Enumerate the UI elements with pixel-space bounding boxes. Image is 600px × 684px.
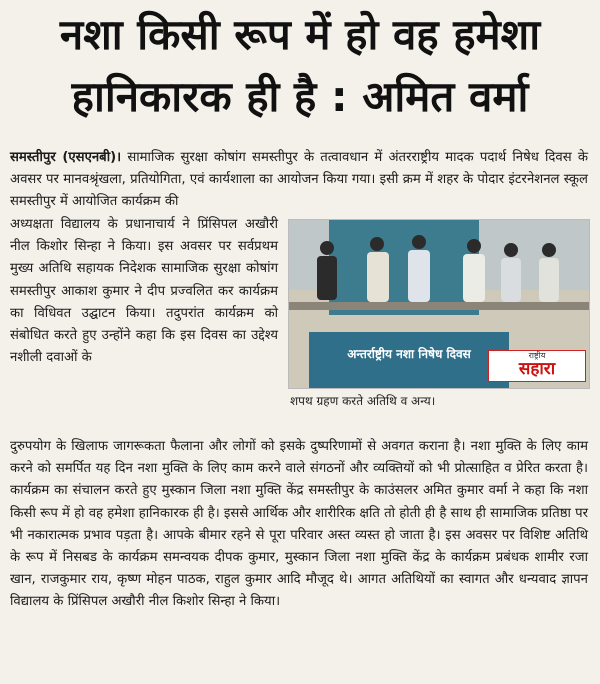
article-intro [10,147,588,214]
article-continuation: दुरुपयोग के खिलाफ जागरूकता फैलाना और लोगों को इसके दुष्परिणामों से अवगत कराना है। नशा मुक्ति के लिए काम करने को समर्पित यह दिन नशा मुक्ति के लिए काम करने वाले संगठनों और व्यक्तियों को भी प्रोत्साहित व प्रेरित करता है। कार्यक्रम का संचालन करते हुए मुस्कान जिला नशा मुक्ति केंद्र समस्तीपुर के काउंसलर अमित कुमार वर्मा ने कहा कि नशा किसी रूप में हो वह हमेशा हानिकारक ही है। इससे आर्थिक और शारीरिक क्षति तो होती ही है साथ ही सामाजिक प्रतिष्ठा पर भी नकारात्मक प्रभाव पड़ता है। आपके बीमार रहने से पूरा परिवार अस्त व्यस्त हो जाता है। इस अवसर पर विशिष्ट अतिथि के रूप में निसबड के कार्यक्रम समन्वयक दीपक कुमार, मुस्कान जिला नशा मुक्ति केंद्र के कार्यक्रम प्रबंधक शामीर रजा खान, राजकुमार राय, कृष्ण मोहन पाठक, राहुल कुमार आदि मौजूद थे। आगत अतिथियों का स्वागत और धन्यवाद ज्ञापन विद्यालय के प्रिंसिपल अखौरी नील किशोर सिन्हा ने किया। [10,439,588,610]
intro-text: सामाजिक सुरक्षा कोषांग समस्तीपुर के तत्वावधान में अंतरराष्ट्रीय मादक पदार्थ निषेध दिवस के अवसर पर मानवश्रृंखला, प्रतियोगिता, एवं कार्यशाला का आयोजन किया गया। इसी क्रम में शहर के पोदार इंटरनेशनल स्कूल समस्तीपुर में आयोजित कार्यक्रम की [10,150,588,210]
banner-text: अन्तर्राष्ट्रीय नशा निषेध दिवस [347,347,471,361]
headline [0,4,600,128]
headline-line-2: हानिकारक ही है : अमित वर्मा [71,72,529,121]
headline-line-1: नशा किसी रूप में हो वह हमेशा [59,10,541,59]
logo-small-text: राष्ट्रीय [528,351,546,360]
sahara-logo [488,350,586,382]
logo-big-text: सहारा [518,359,556,379]
photo-caption: शपथ ग्रहण करते अतिथि व अन्य। [290,394,436,408]
dateline: समस्तीपुर (एसएनबी)। [10,150,122,165]
article-left-column: अध्यक्षता विद्यालय के प्रधानाचार्य ने प्रिंसिपल अखौरी नील किशोर सिन्हा ने किया। इस अवसर पर सर्वप्रथम मुख्य अतिथि सहायक निदेशक सामाजिक सुरक्षा कोषांग समस्तीपुर आकाश कुमार ने दीप प्रज्वलित कर कार्यक्रम का विधिवत उद्घाटन किया। तदुपरांत कार्यक्रम को संबोधित करते हुए उन्होंने कहा कि इस दिवस का उद्देश्य नशीली दवाओं के [10,217,278,366]
